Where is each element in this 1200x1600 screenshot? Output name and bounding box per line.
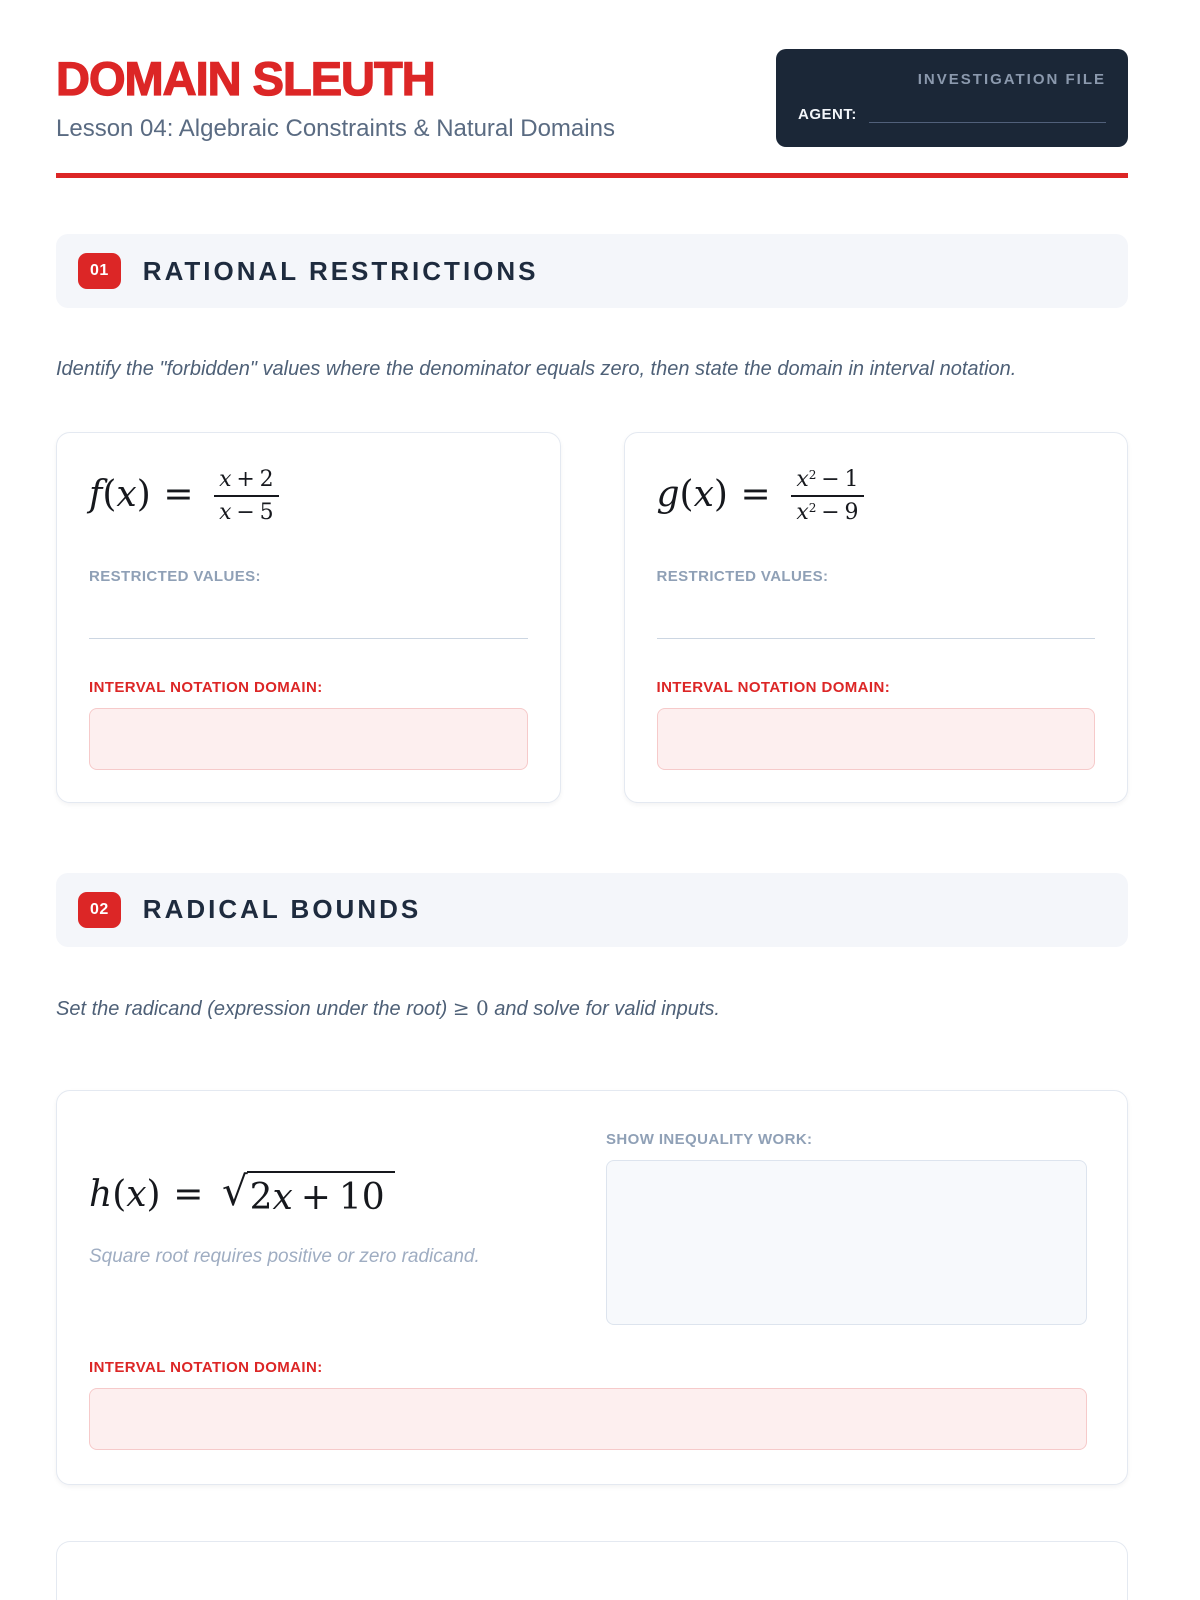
fraction-fx xyxy=(214,467,279,526)
page-title: DOMAIN SLEUTH xyxy=(56,52,435,105)
restricted-values-label: RESTRICTED VALUES: xyxy=(89,567,261,585)
inequality-work-label: SHOW INEQUALITY WORK: xyxy=(606,1130,813,1148)
formula-hx-lhs: h(x) = xyxy=(89,1173,204,1215)
section-01-instructions: Identify the "forbidden" values where the denominator equals zero, then state the domain in interval notation. xyxy=(56,358,1017,380)
formula-gx-lhs: g(x) = xyxy=(656,473,771,515)
restricted-values-line[interactable] xyxy=(89,637,528,639)
inequality-work-area[interactable] xyxy=(606,1160,1087,1325)
next-section-card-preview xyxy=(56,1541,1128,1600)
red-divider xyxy=(56,173,1128,178)
section-number-badge: 01 xyxy=(78,253,121,289)
interval-domain-input[interactable] xyxy=(657,708,1096,770)
section-rational-restrictions xyxy=(56,234,1128,803)
problem-card-row xyxy=(56,432,1128,803)
section-radical-bounds xyxy=(56,873,1128,1485)
radical-card-left-column xyxy=(89,1117,570,1325)
section-01-title: RATIONAL RESTRICTIONS xyxy=(142,255,539,286)
section-02-instructions: Set the radicand (expression under the root) ≥ 0 and solve for valid inputs. xyxy=(56,995,720,1020)
restricted-values-label: RESTRICTED VALUES: xyxy=(656,567,829,585)
radical-card-bottom-row xyxy=(89,1325,1087,1450)
problem-card-gx xyxy=(624,432,1129,803)
agent-name-line[interactable] xyxy=(869,107,1106,123)
interval-domain-input[interactable] xyxy=(89,708,528,770)
radicand: 2x + 10 xyxy=(247,1171,395,1218)
formula-hx xyxy=(89,1167,570,1218)
problem-card-fx xyxy=(56,432,561,803)
worksheet-page xyxy=(56,0,1128,1600)
radical-sign: √ xyxy=(221,1167,248,1215)
section-number-badge: 02 xyxy=(78,892,121,928)
square-root-formula xyxy=(221,1167,395,1218)
interval-domain-label: INTERVAL NOTATION DOMAIN: xyxy=(89,678,323,696)
interval-domain-label: INTERVAL NOTATION DOMAIN: xyxy=(656,678,891,696)
hint-caption: Square root requires positive or zero radicand. xyxy=(89,1245,480,1267)
fraction-numerator: x + 2 xyxy=(214,467,279,497)
agent-row xyxy=(798,106,1106,123)
masthead xyxy=(56,52,1128,147)
radical-card-right-column xyxy=(606,1117,1087,1325)
interval-domain-label: INTERVAL NOTATION DOMAIN: xyxy=(89,1358,323,1376)
lesson-subtitle: Lesson 04: Algebraic Constraints & Natural Domains xyxy=(56,114,615,142)
formula-gx xyxy=(657,465,1096,524)
fraction-gx xyxy=(791,467,863,526)
investigation-file-box xyxy=(776,49,1128,147)
section-02-header xyxy=(56,873,1128,947)
title-block xyxy=(56,52,615,143)
formula-fx-lhs: f(x) = xyxy=(89,473,194,515)
fraction-denominator: x − 5 xyxy=(219,500,274,526)
investigation-file-label: INVESTIGATION FILE xyxy=(917,71,1106,88)
formula-fx xyxy=(89,465,528,524)
radical-problem-card xyxy=(56,1090,1128,1485)
agent-label: AGENT: xyxy=(798,106,857,123)
fraction-denominator: $x^2 - 9$ xyxy=(796,500,859,526)
fraction-numerator: $x^2 - 1$ xyxy=(791,467,863,497)
interval-domain-input[interactable] xyxy=(89,1388,1087,1450)
restricted-values-line[interactable] xyxy=(657,637,1096,639)
section-01-header xyxy=(56,234,1128,308)
geq-zero-math: ≥ 0 xyxy=(452,995,489,1020)
section-02-title: RADICAL BOUNDS xyxy=(142,894,422,925)
